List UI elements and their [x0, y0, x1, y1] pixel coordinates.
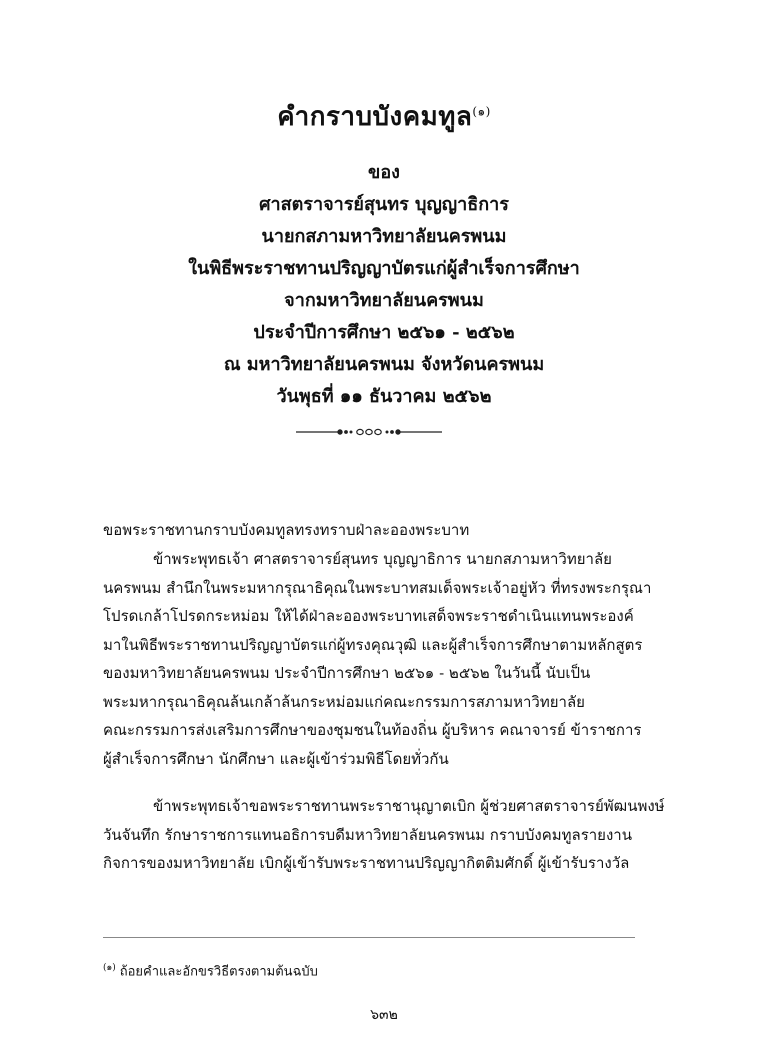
paragraph-line: พระมหากรุณาธิคุณล้นเกล้าล้นกระหม่อมแก่คณะกรรมการสภามหาวิทยาลัย	[103, 692, 585, 711]
footnote-mark: (๑)	[103, 963, 116, 973]
salutation: ขอพระราชทานกราบบังคมทูลทรงทราบฝ่าละอองพระบาท	[103, 521, 470, 539]
paragraph-line: ของมหาวิทยาลัยนครพนม ประจำปีการศึกษา ๒๕๖๑ - ๒๕๖๒ ในวันนี้ นับเป็น	[103, 664, 591, 682]
title-text: คำกราบบังคมทูล	[277, 102, 473, 132]
subtitle-line-date: วันพุธที่ ๑๑ ธันวาคม ๒๕๖๒	[276, 386, 492, 407]
subtitle-line-venue: ณ มหาวิทยาลัยนครพนม จังหวัดนครพนม	[223, 354, 545, 375]
page-number: ๖๓๒	[370, 1007, 398, 1023]
paragraph-line: กิจการของมหาวิทยาลัย เบิกผู้เข้ารับพระราชทานปริญญากิตติมศักดิ์ ผู้เข้ารับรางวัล	[103, 854, 630, 872]
paragraph-line: ข้าพระพุทธเจ้าขอพระราชทานพระราชานุญาตเบิก ผู้ช่วยศาสตราจารย์พัฒนพงษ์	[153, 797, 665, 815]
paragraph-1	[103, 545, 652, 773]
footnote	[103, 958, 663, 982]
subtitle-line-speaker: ศาสตราจารย์สุนทร บุญญาธิการ	[259, 194, 509, 215]
paragraph-line: คณะกรรมการส่งเสริมการศึกษาของชุมชนในท้องถิ่น ผู้บริหาร คณาจารย์ ข้าราชการ	[103, 721, 642, 739]
subtitle-line-academic-year: ประจำปีการศึกษา ๒๕๖๑ - ๒๕๖๒	[253, 322, 515, 343]
paragraph-line: ข้าพระพุทธเจ้า ศาสตราจารย์สุนทร บุญญาธิการ นายกสภามหาวิทยาลัย	[153, 550, 612, 568]
subtitle-line-ceremony: ในพิธีพระราชทานปริญญาบัตรแก่ผู้สำเร็จการศึกษา	[188, 258, 580, 279]
title-footnote-mark: (๑)	[472, 104, 491, 119]
paragraph-2	[103, 792, 665, 878]
decorative-divider-ornament	[294, 424, 444, 440]
page-title	[0, 96, 768, 137]
paragraph-line: มาในพิธีพระราชทานปริญญาบัตรแก่ผู้ทรงคุณวุฒิ และผู้สำเร็จการศึกษาตามหลักสูตร	[103, 635, 643, 654]
paragraph-line: นครพนม สำนึกในพระมหากรุณาธิคุณในพระบาทสมเด็จพระเจ้าอยู่หัว ที่ทรงพระกรุณา	[103, 578, 652, 597]
paragraph-line: วันจันทึก รักษาราชการแทนอธิการบดีมหาวิทยาลัยนครพนม กราบบังคมทูลรายงาน	[103, 825, 632, 844]
footnote-text: ถ้อยคำและอักขรวิธีตรงตามต้นฉบับ	[119, 964, 318, 980]
subtitle-line-position: นายกสภามหาวิทยาลัยนครพนม	[261, 226, 507, 247]
footnote-divider	[103, 937, 635, 938]
subtitle-line-university: จากมหาวิทยาลัยนครพนม	[284, 290, 484, 311]
paragraph-line: โปรดเกล้าโปรดกระหม่อม ให้ได้ฝ่าละอองพระบาทเสด็จพระราชดำเนินแทนพระองค์	[103, 607, 634, 625]
paragraph-line: ผู้สำเร็จการศึกษา นักศึกษา และผู้เข้าร่วมพิธีโดยทั่วกัน	[103, 749, 449, 768]
subtitle-line-of: ของ	[368, 162, 400, 183]
